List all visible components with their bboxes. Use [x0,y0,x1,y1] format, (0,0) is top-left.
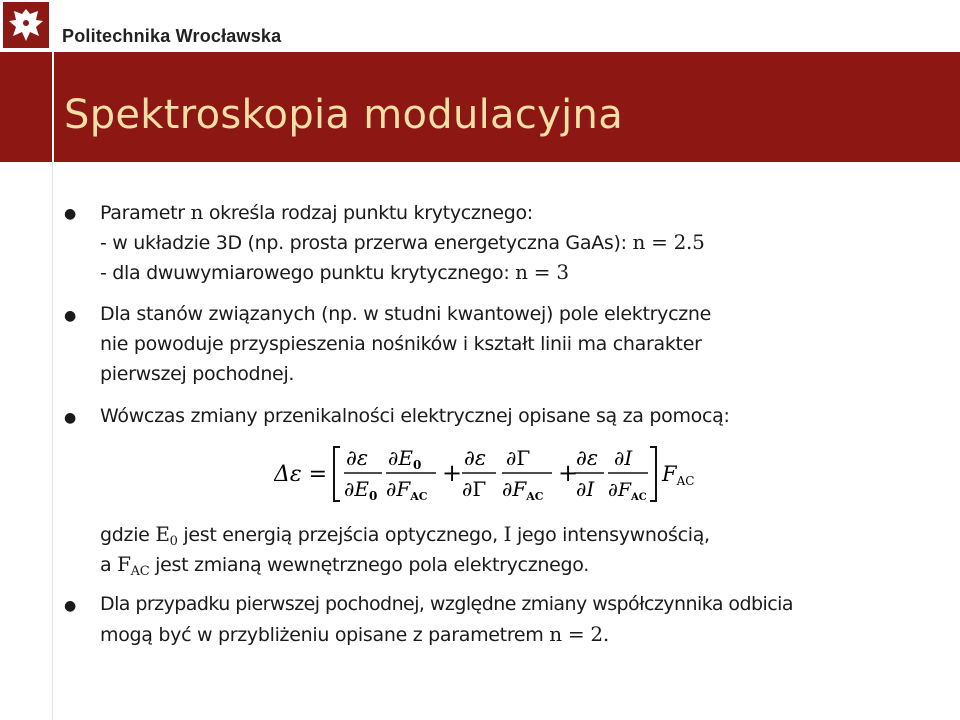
svg-text:FAC: FAC [662,462,694,488]
bullet-4-line-2 [100,619,609,650]
bullet-2-line-3: pierwszej pochodnej. [100,363,295,385]
right-bracket [650,447,656,501]
math-n-value: n = 3 [515,260,569,284]
text: - w układzie 3D (np. prosta przerwa energetyczna GaAs): [100,232,627,254]
svg-text:∂ε: ∂ε [576,446,599,470]
svg-text:+: + [442,459,463,487]
svg-text:∂Γ: ∂Γ [506,446,531,470]
text: jego intensywnością, [516,524,710,546]
text: mogą być w przybliżeniu opisane z parametrem [100,624,544,646]
bullet-1-line-3 [100,257,569,288]
university-eagle-logo-icon [3,2,49,48]
math-sub: 0 [169,534,178,549]
formula-lhs: Δε = [274,462,328,487]
svg-text:∂ε: ∂ε [346,446,369,470]
left-bracket [334,447,340,501]
math-sub: AC [130,564,150,579]
svg-text:∂E0: $\partial E_0$ [388,446,422,472]
bullet-3-line-1: Wówczas zmiany przenikalności elektrycznej opisane są za pomocą: [100,405,730,427]
text: a [100,554,112,576]
permittivity-formula [274,443,694,514]
svg-text:∂I: ∂I [614,446,633,470]
math-n-value: n = 2. [549,622,609,646]
logo-bar [0,0,960,52]
svg-text:+: + [558,459,579,487]
bullet-2-line-2: nie powoduje przyspieszenia nośników i kształt linii ma charakter [100,333,702,355]
bullet-dot: ● [64,410,77,426]
svg-text:∂FAC: $\partial F_{AC}$ [502,477,544,503]
math-F: F [117,552,131,576]
slide-title: Spektroskopia modulacyjna [64,92,624,138]
math-n-value: n = 2.5 [632,230,705,254]
bullet-4-line-1: Dla przypadku pierwszej pochodnej, względne zmiany współczynnika odbicia [100,593,793,615]
text: jest zmianą wewnętrznego pola elektrycznego. [155,554,590,576]
text: gdzie [100,524,150,546]
margin-line [52,162,53,720]
svg-text:∂FAC: $\partial F_{AC}$ [386,477,428,503]
bullet-1-line-2 [100,227,705,258]
text: Parametr [100,202,185,224]
math-E: E [155,522,170,546]
text: określa rodzaj punktu krytycznego: [208,202,533,224]
text: - dla dwuwymiarowego punktu krytycznego: [100,262,510,284]
banner-divider [52,52,54,162]
bullet-dot: ● [64,598,77,614]
svg-text:∂FAC: $\partial F_{AC}$ [608,479,647,503]
bullet-1-line-1 [100,197,533,228]
bullet-dot: ● [64,206,77,222]
svg-text:∂I: ∂I [576,477,595,501]
bullet-2-line-1: Dla stanów związanych (np. w studni kwantowej) pole elektryczne [100,303,712,325]
svg-text:∂Γ: ∂Γ [462,477,487,501]
math-n: n [190,200,204,224]
math-I: I [503,522,512,546]
text: jest energią przejścia optycznego, [183,524,498,546]
definitions-line-2 [100,549,589,587]
svg-text:∂ε: ∂ε [464,446,487,470]
svg-text:∂E0: $\partial E_0$ [344,477,378,503]
bullet-dot: ● [64,308,77,324]
university-name: Politechnika Wrocławska [62,26,282,46]
